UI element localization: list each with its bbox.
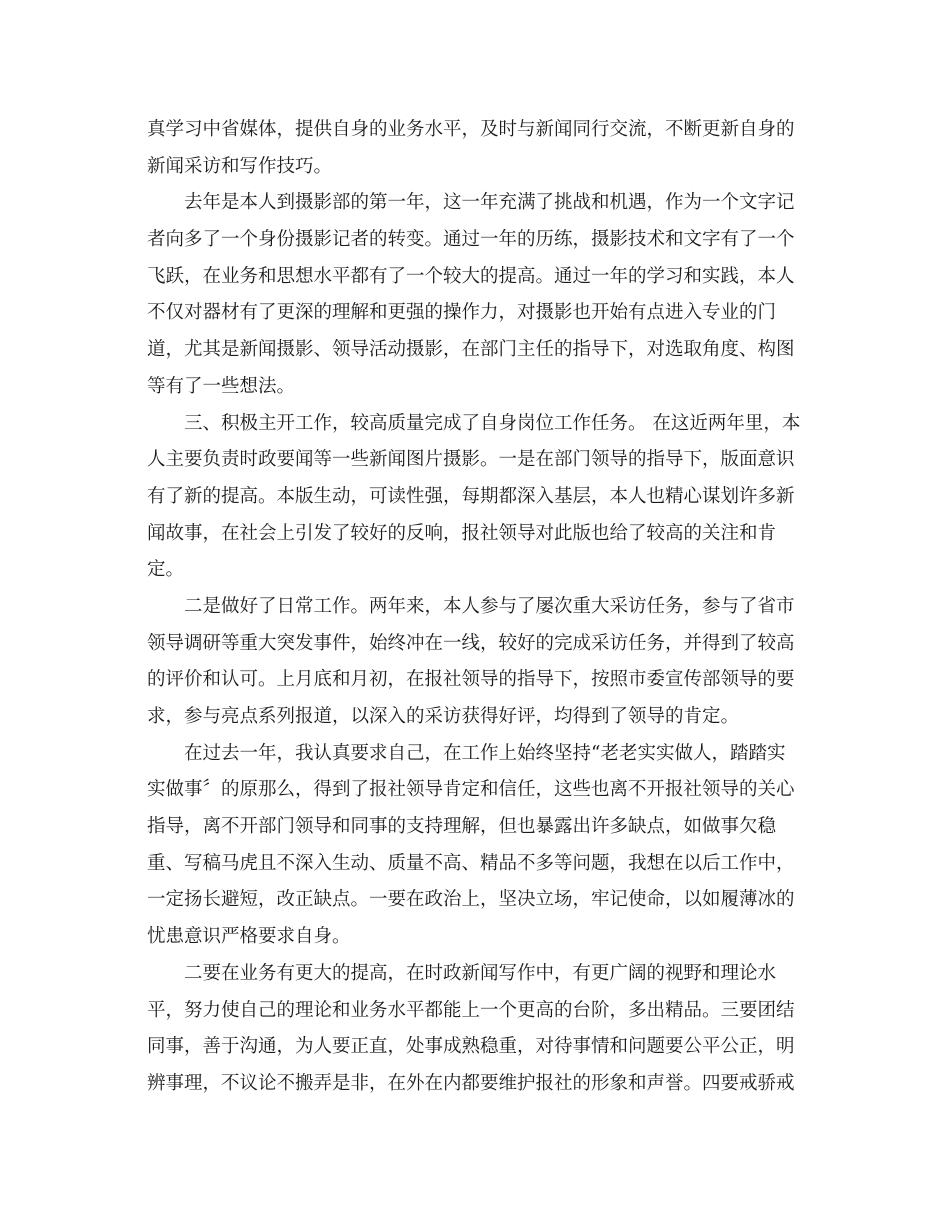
paragraph <box>147 185 807 405</box>
paragraph <box>147 589 807 736</box>
text-line: 求，参与亮点系列报道，以深入的采访获得好评，均得到了领导的肯定。 <box>147 706 740 727</box>
text-line: 人主要负责时政要闻等一些新闻图片摄影。一是在部门领导的指导下，版面意识 <box>147 449 795 471</box>
text-line: 的评价和认可。上月底和月初，在报社领导的指导下，按照市委宣传部领导的要 <box>147 669 795 691</box>
paragraph <box>147 956 807 1103</box>
text-line: 飞跃，在业务和思想水平都有了一个较大的提高。通过一年的学习和实践，本人 <box>147 265 795 287</box>
text-line: 平，努力使自己的理论和业务水平都能上一个更高的台阶，多出精品。三要团结 <box>147 999 795 1021</box>
text-line: 指导，离不开部门领导和同事的支持理解，但也暴露出许多缺点，如做事欠稳 <box>147 816 777 838</box>
text-line: 忧患意识严格要求自身。 <box>147 926 351 948</box>
text-line: 真学习中省媒体，提供自身的业务水平，及时与新闻同行交流，不断更新自身的 <box>147 119 795 140</box>
text-line: 定。 <box>147 559 185 581</box>
paragraph <box>147 112 807 185</box>
text-line: 不仅对器材有了更深的理解和更强的操作力，对摄影也开始有点进入专业的门 <box>147 302 777 324</box>
text-line: 新闻采访和写作技巧。 <box>147 155 333 177</box>
text-line: 同事，善于沟通，为人要正直，处事成熟稳重，对待事情和问题要公平公正，明 <box>147 1036 795 1058</box>
text-line: 实做事〞的原那么，得到了报社领导肯定和信任，这些也离不开报社领导的关心 <box>147 779 795 801</box>
text-line: 有了新的提高。本版生动，可读性强，每期都深入基层，本人也精心谋划许多新 <box>147 485 795 507</box>
text-line: 二是做好了日常工作。两年来，本人参与了屡次重大采访任务，参与了省市 <box>184 595 795 617</box>
text-line: 等有了一些想法。 <box>147 375 296 397</box>
paragraph <box>147 736 807 956</box>
text-line: 辨事理，不议论不搬弄是非，在外在内都要维护报社的形象和声誉。四要戒骄戒 <box>147 1072 795 1094</box>
text-line: 领导调研等重大突发事件，始终冲在一线，较好的完成采访任务，并得到了较高 <box>147 632 795 654</box>
text-line: 重、写稿马虎且不深入生动、质量不高、精品不多等问题，我想在以后工作中， <box>147 852 795 874</box>
paragraph <box>147 406 807 589</box>
text-line: 道，尤其是新闻摄影、领导活动摄影，在部门主任的指导下，对选取角度、构图 <box>147 339 795 361</box>
text-line: 一定扬长避短，改正缺点。一要在政治上，坚决立场，牢记使命，以如履薄冰的 <box>147 889 795 911</box>
text-line: 者向多了一个身份摄影记者的转变。通过一年的历练，摄影技术和文字有了一个 <box>147 229 795 251</box>
text-line: 二要在业务有更大的提高，在时政新闻写作中，有更广阔的视野和理论水 <box>184 962 777 984</box>
document-body <box>147 112 807 1103</box>
text-line: 在过去一年，我认真要求自己，在工作上始终坚持“老老实实做人，踏踏实 <box>184 742 786 764</box>
text-line: 三、积极主开工作，较高质量完成了自身岗位工作任务。 在这近两年里，本 <box>184 412 801 434</box>
text-line: 去年是本人到摄影部的第一年，这一年充满了挑战和机遇，作为一个文字记 <box>184 192 795 214</box>
text-line: 闻故事，在社会上引发了较好的反响，报社领导对此版也给了较高的关注和肯 <box>147 522 777 544</box>
